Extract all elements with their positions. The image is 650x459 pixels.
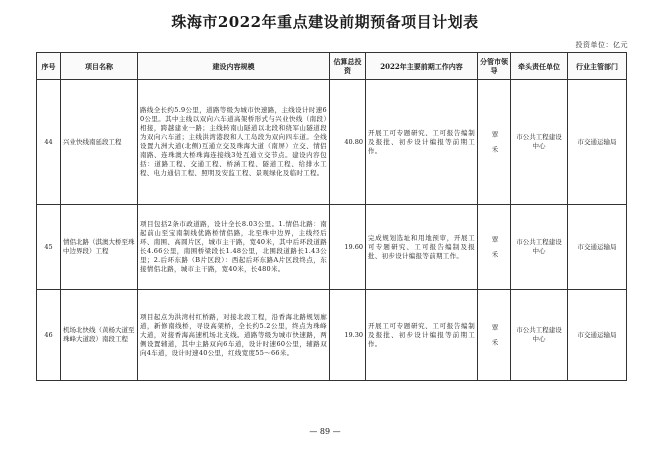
header-content: 建设内容规模	[138, 53, 330, 80]
unit-label: 投资单位：亿元	[575, 41, 628, 49]
header-name: 项目名称	[61, 53, 138, 80]
header-region: 分管市领导	[478, 53, 511, 80]
cell-region	[478, 205, 511, 290]
cell-dept: 市交通运输局	[568, 290, 627, 381]
cell-invest: 19.60	[330, 205, 366, 290]
cell-region	[478, 80, 511, 205]
region-text: 覃 禾	[490, 130, 499, 154]
cell-lead: 市公共工程建设中心	[511, 205, 568, 290]
cell-lead: 市公共工程建设中心	[511, 80, 568, 205]
cell-dept: 市交通运输局	[568, 80, 627, 205]
header-seq: 序号	[37, 53, 61, 80]
cell-content: 项目包括2条市政道路，设计全长8.03公里。1.情侣北路：南起前山至宝南制线优路桥情侣路，北至珠中边界，主线经后环、南围、高圆片区，城市主干路，宽40米，其中后环段道路长4.66公里，南围桥梁段长1.48公里，北围段道路长1.43公里；2.后环东路（B片区段）：西起后环东路A片区段终点，东接情侣北路，城市主干路，宽40米，长480米。	[138, 205, 330, 290]
table-row	[37, 80, 627, 205]
cell-content: 路线全长约5.9公里，道路等级为城市快速路，主线设计时速60公里。其中主线以双向六车道高架桥形式与兴业快线（南段）相接，跨越建业一路；主线转南山隧道以北段和绕军山隧道段为双向六车道；主线洪湾港段和人工岛段为双向四车道。全线设置九洲大道(北侧)互通立交及珠海大道（南屏）立交、情侣南路、连珠澳大桥珠海连接线3处互通立交节点。建设内容包括：道路工程、交通工程、桥涵工程、隧道工程、给排水工程、电力通信工程、照明及安监工程、景观绿化及临时工程。	[138, 80, 330, 205]
cell-work: 完成规划选址和用地预审，开展工可专题研究、工可报告编制及报批、初步设计编报等前期工作。	[366, 205, 478, 290]
header-invest: 估算总投资	[330, 53, 366, 80]
header-lead: 牵头责任单位	[511, 53, 568, 80]
table-row	[37, 290, 627, 381]
cell-region	[478, 290, 511, 381]
cell-work: 开展工可专题研究、工可报告编制及报批、初步设计编报等前期工作。	[366, 290, 478, 381]
cell-seq: 44	[37, 80, 61, 205]
region-text: 覃 禾	[490, 323, 499, 347]
cell-invest: 40.80	[330, 80, 366, 205]
page-number: — 89 —	[309, 427, 341, 436]
cell-name: 情侣北路（淇澳大桥至珠中边界段）工程	[61, 205, 138, 290]
table-header-row	[37, 53, 627, 80]
cell-seq: 46	[37, 290, 61, 381]
region-text: 覃 禾	[490, 235, 499, 259]
cell-lead: 市公共工程建设中心	[511, 290, 568, 381]
cell-name: 兴业快线南延段工程	[61, 80, 138, 205]
header-work: 2022年主要前期工作内容	[366, 53, 478, 80]
table-row	[37, 205, 627, 290]
cell-dept: 市交通运输局	[568, 205, 627, 290]
cell-name: 机场北快线（黄杨大道至珠峰大道段）南段工程	[61, 290, 138, 381]
cell-work: 开展工可专题研究、工可报告编制及报批、初步设计编报等前期工作。	[366, 80, 478, 205]
cell-invest: 19.30	[330, 290, 366, 381]
cell-seq: 45	[37, 205, 61, 290]
header-dept: 行业主管部门	[568, 53, 627, 80]
cell-content: 项目起点为洪湾村红桥路，对接北段工程，沿香海北路规划廊道，新修南线桥，寻设高架桥，全长约5.2公里，终点为珠峰大道，对接香海高速机场北支线。道路等级为城市快速路，两侧设置辅道，其中主路双向6车道，设计时速60公里，辅路双向4车道，设计时速40公里，红线宽度55～66米。	[138, 290, 330, 381]
page-title: 珠海市2022年重点建设前期预备项目计划表	[171, 13, 479, 31]
project-table	[36, 52, 627, 381]
